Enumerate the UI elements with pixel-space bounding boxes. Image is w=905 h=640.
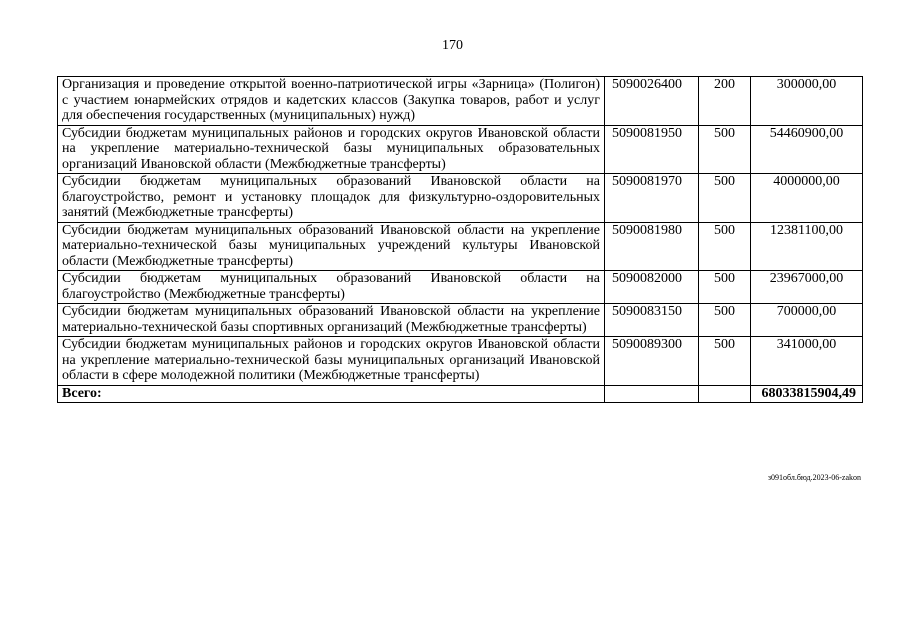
row-amount: 700000,00	[751, 304, 863, 337]
row-target-code: 5090081950	[605, 125, 699, 174]
row-target-code: 5090089300	[605, 337, 699, 386]
table-row	[58, 125, 863, 174]
row-description: Субсидии бюджетам муниципальных образований Ивановской области на благоустройство, ремонт и установку площадок для физкультурно-оздоровительных занятий (Межбюджетные трансферты)	[58, 174, 605, 223]
row-target-code: 5090083150	[605, 304, 699, 337]
row-description: Субсидии бюджетам муниципальных районов и городских округов Ивановской области на укрепление материально-технической базы муниципальных образовательных организаций Ивановской области (Межбюджетные трансферты)	[58, 125, 605, 174]
total-empty-code-cell	[605, 385, 699, 403]
row-expense-type: 200	[699, 77, 751, 126]
row-amount: 341000,00	[751, 337, 863, 386]
table-row	[58, 77, 863, 126]
row-description: Субсидии бюджетам муниципальных районов и городских округов Ивановской области на укрепление материально-технической базы муниципальных организаций Ивановской области в сфере молодежной политики (Межбюджетные трансферты)	[58, 337, 605, 386]
row-description: Субсидии бюджетам муниципальных образований Ивановской области на укрепление материально-технической базы муниципальных учреждений культуры Ивановской области (Межбюджетные трансферты)	[58, 222, 605, 271]
row-expense-type: 500	[699, 125, 751, 174]
table-body	[58, 77, 863, 403]
total-label: Всего:	[58, 385, 605, 403]
row-expense-type: 500	[699, 174, 751, 223]
document-footer-label: з091обл.бюд.2023-06-zakon	[767, 473, 861, 482]
row-description: Организация и проведение открытой военно-патриотической игры «Зарница» (Полигон) с участием юнармейских отрядов и кадетских классов (Закупка товаров, работ и услуг для обеспечения государственных (муниципальных) нужд)	[58, 77, 605, 126]
row-amount: 12381100,00	[751, 222, 863, 271]
budget-table	[57, 76, 863, 403]
total-empty-type-cell	[699, 385, 751, 403]
table-row	[58, 304, 863, 337]
row-amount: 4000000,00	[751, 174, 863, 223]
total-amount: 68033815904,49	[751, 385, 863, 403]
page-number: 170	[442, 38, 463, 53]
table-row	[58, 222, 863, 271]
table-row	[58, 174, 863, 223]
row-expense-type: 500	[699, 271, 751, 304]
row-target-code: 5090081970	[605, 174, 699, 223]
row-description: Субсидии бюджетам муниципальных образований Ивановской области на благоустройство (Межбюджетные трансферты)	[58, 271, 605, 304]
row-description: Субсидии бюджетам муниципальных образований Ивановской области на укрепление материально-технической базы спортивных организаций (Межбюджетные трансферты)	[58, 304, 605, 337]
row-expense-type: 500	[699, 337, 751, 386]
row-amount: 54460900,00	[751, 125, 863, 174]
row-target-code: 5090082000	[605, 271, 699, 304]
row-amount: 23967000,00	[751, 271, 863, 304]
row-amount: 300000,00	[751, 77, 863, 126]
table-row	[58, 337, 863, 386]
total-row	[58, 385, 863, 403]
row-expense-type: 500	[699, 222, 751, 271]
row-expense-type: 500	[699, 304, 751, 337]
table-row	[58, 271, 863, 304]
row-target-code: 5090026400	[605, 77, 699, 126]
row-target-code: 5090081980	[605, 222, 699, 271]
